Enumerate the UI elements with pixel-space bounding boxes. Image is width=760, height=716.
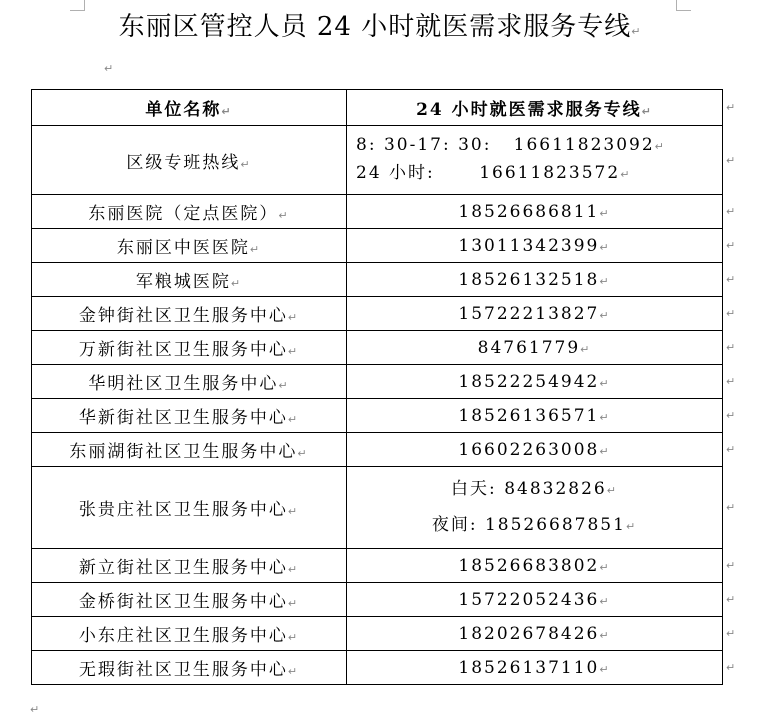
phone-line-day: 白天: 84832826↵: [451, 478, 618, 499]
document-title: [0, 12, 760, 47]
row-end-mark: ↵: [726, 307, 736, 320]
phone-cell: 18526136571↵: [347, 399, 723, 433]
phone-cell: 18526686811↵: [347, 195, 723, 229]
unit-cell: 区级专班热线↵: [32, 126, 347, 195]
row-end-mark: ↵: [726, 443, 736, 456]
document-title-text: 东丽区管控人员 24 小时就医需求服务专线: [118, 12, 632, 42]
unit-cell: 金钟街社区卫生服务中心↵: [32, 297, 347, 331]
unit-cell: 金桥街社区卫生服务中心↵: [32, 583, 347, 617]
unit-cell: 新立街社区卫生服务中心↵: [32, 549, 347, 583]
row-end-mark: ↵: [726, 239, 736, 252]
unit-cell: 小东庄社区卫生服务中心↵: [32, 617, 347, 651]
table-row: [32, 433, 723, 467]
phone-cell: 18526683802↵: [347, 549, 723, 583]
unit-cell: 张贵庄社区卫生服务中心↵: [32, 467, 347, 549]
phone-cell: 18202678426↵: [347, 617, 723, 651]
unit-cell: 东丽区中医医院↵: [32, 229, 347, 263]
row-end-mark: ↵: [726, 205, 736, 218]
phone-cell: 13011342399↵: [347, 229, 723, 263]
hotline-table: [31, 89, 723, 685]
phone-cell: 16602263008↵: [347, 433, 723, 467]
row-end-mark: ↵: [726, 593, 736, 606]
table-row: [32, 365, 723, 399]
phone-cell: 18526132518↵: [347, 263, 723, 297]
table-header-row: [32, 90, 723, 126]
row-end-mark: ↵: [726, 375, 736, 388]
crop-mark-top-right: [676, 0, 691, 11]
table-row-zhangguizhuang: [32, 467, 723, 549]
row-end-mark: ↵: [726, 153, 736, 167]
phone-line-24h: 24 小时: 16611823572↵: [356, 163, 632, 183]
table-row: [32, 297, 723, 331]
unit-cell: 无瑕街社区卫生服务中心↵: [32, 651, 347, 685]
table-row: [32, 399, 723, 433]
table-row: [32, 263, 723, 297]
crop-mark-top-left: [70, 0, 85, 11]
phone-line-workhours: 8: 30-17: 30: 16611823092↵: [356, 135, 666, 155]
row-end-mark: ↵: [726, 559, 736, 572]
table-row: [32, 549, 723, 583]
phone-cell: 15722213827↵: [347, 297, 723, 331]
phone-cell: 84761779↵: [347, 331, 723, 365]
row-end-mark: ↵: [726, 661, 736, 674]
unit-cell: 军粮城医院↵: [32, 263, 347, 297]
phone-cell: [347, 126, 723, 195]
unit-cell: 华新街社区卫生服务中心↵: [32, 399, 347, 433]
table-row-district: [32, 126, 723, 195]
row-end-mark: ↵: [726, 101, 736, 114]
row-end-mark: ↵: [726, 627, 736, 640]
unit-cell: 东丽医院（定点医院）↵: [32, 195, 347, 229]
paragraph-mark: ↵: [631, 25, 642, 38]
header-unit-name: 单位名称↵: [32, 90, 347, 126]
unit-cell: 东丽湖街社区卫生服务中心↵: [32, 433, 347, 467]
phone-cell: [347, 467, 723, 549]
row-end-mark: ↵: [726, 273, 736, 286]
unit-cell: 万新街社区卫生服务中心↵: [32, 331, 347, 365]
table-row: [32, 583, 723, 617]
row-end-mark: ↵: [726, 341, 736, 354]
phone-cell: 18522254942↵: [347, 365, 723, 399]
row-end-mark: ↵: [726, 501, 736, 514]
row-end-mark: ↵: [726, 409, 736, 422]
phone-cell: 15722052436↵: [347, 583, 723, 617]
table-row: [32, 617, 723, 651]
empty-paragraph-mark: ↵: [104, 62, 114, 75]
table-row: [32, 195, 723, 229]
table-row: [32, 651, 723, 685]
table-row: [32, 229, 723, 263]
unit-cell: 华明社区卫生服务中心↵: [32, 365, 347, 399]
phone-line-night: 夜间: 18526687851↵: [431, 514, 638, 535]
bottom-paragraph-mark: ↵: [30, 703, 40, 716]
phone-cell: 18526137110↵: [347, 651, 723, 685]
header-hotline: 24 小时就医需求服务专线↵: [347, 90, 723, 126]
table-row: [32, 331, 723, 365]
